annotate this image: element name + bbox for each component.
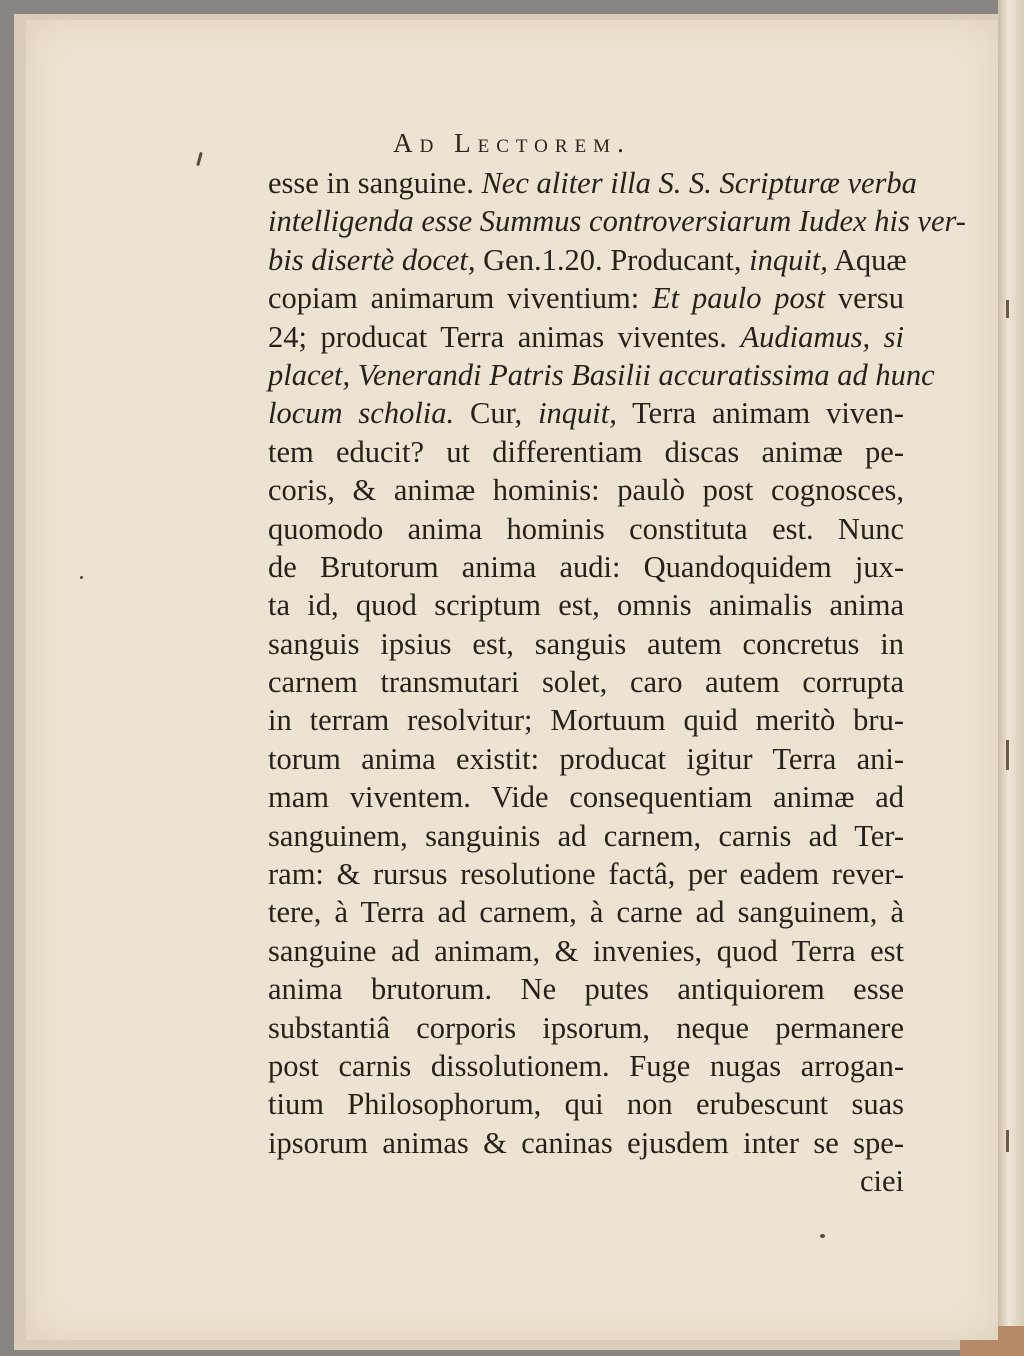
text-line xyxy=(268,701,904,739)
italic-run: Et paulo post xyxy=(652,281,826,316)
text-line xyxy=(268,625,904,663)
roman-run: tium Philosophorum, qui non erubescunt suas xyxy=(268,1087,904,1122)
text-line xyxy=(268,663,904,701)
italic-run: bis disertè docet, xyxy=(268,242,476,277)
text-line xyxy=(268,740,904,778)
text-line xyxy=(268,202,966,240)
italic-run: inquit, xyxy=(538,396,617,431)
roman-run: de Brutorum anima audi: Quandoquidem jux- xyxy=(268,549,904,584)
roman-run: sanguis ipsius est, sanguis autem concretus in xyxy=(268,626,904,661)
text-line xyxy=(268,164,917,202)
roman-run: sanguinem, sanguinis ad carnem, carnis ad Ter- xyxy=(268,818,904,853)
body-text xyxy=(268,164,966,1201)
roman-run: substantiâ corporis ipsorum, neque permanere xyxy=(268,1010,904,1045)
book-page xyxy=(26,20,998,1340)
text-line xyxy=(268,817,904,855)
roman-run: copiam animarum viventium: xyxy=(268,281,653,316)
roman-run: mam viventem. Vide consequentiam animæ ad xyxy=(268,780,904,815)
roman-run: in terram resolvitur; Mortuum quid meritò bru- xyxy=(268,703,904,738)
text-line xyxy=(268,778,904,816)
text-line xyxy=(268,1009,904,1047)
text-line xyxy=(268,356,935,394)
roman-run: Terra animam viven- xyxy=(616,396,904,431)
roman-run: anima brutorum. Ne putes antiquiorem esse xyxy=(268,972,904,1007)
text-line xyxy=(268,970,904,1008)
text-line xyxy=(268,394,904,432)
text-line xyxy=(268,279,904,317)
roman-run: Cur, xyxy=(454,396,539,431)
text-line xyxy=(268,586,904,624)
roman-run: Gen.1.20. Producant, xyxy=(475,242,750,277)
roman-run: 24; producat Terra animas viventes. xyxy=(268,319,741,354)
text-line xyxy=(268,318,904,356)
text-line xyxy=(268,241,907,279)
roman-run: ram: & rursus resolutione factâ, per eadem rever- xyxy=(268,857,904,892)
roman-run: esse in sanguine. xyxy=(268,166,482,200)
catchword: ciei xyxy=(859,1164,904,1199)
next-page-edge xyxy=(998,0,1024,1356)
ink-speck xyxy=(820,1234,825,1238)
text-line xyxy=(268,510,904,548)
italic-run: locum scholia. xyxy=(268,396,455,431)
roman-run: tere, à Terra ad carnem, à carne ad sanguinem, à xyxy=(268,895,904,930)
italic-run: placet, Venerandi Patris Basilii accuratissima ad hunc xyxy=(268,357,935,392)
text-line xyxy=(268,548,904,586)
roman-run: coris, & animæ hominis: paulò post cognosces, xyxy=(268,473,904,508)
roman-run: torum anima existit: producat igitur Terra ani- xyxy=(268,741,904,776)
ink-speck xyxy=(80,576,83,579)
roman-run: Aquæ xyxy=(827,242,907,277)
roman-run: ta id, quod scriptum est, omnis animalis anima xyxy=(268,588,904,623)
text-line xyxy=(268,893,904,931)
text-line xyxy=(268,1085,904,1123)
roman-run: quomodo anima hominis constituta est. Nunc xyxy=(268,511,904,546)
roman-run: post carnis dissolutionem. Fuge nugas arrogan- xyxy=(268,1048,904,1083)
roman-run: ipsorum animas & caninas ejusdem inter se spe- xyxy=(268,1125,904,1160)
roman-run: carnem transmutari solet, caro autem corrupta xyxy=(268,665,904,700)
text-line xyxy=(268,1047,904,1085)
text-line xyxy=(268,433,904,471)
roman-run: sanguine ad animam, & invenies, quod Terra est xyxy=(268,933,904,968)
italic-run: intelligenda esse Summus controversiarum Iudex his ver- xyxy=(268,204,966,239)
italic-run: Audiamus, si xyxy=(740,319,904,354)
roman-run: versu xyxy=(825,281,904,316)
roman-run: tem educit? ut differentiam discas animæ pe- xyxy=(268,434,904,469)
italic-run: Nec aliter illa S. S. Scripturæ verba xyxy=(481,166,917,200)
text-line xyxy=(268,855,904,893)
text-line xyxy=(268,932,904,970)
running-head: Ad Lectorem. xyxy=(393,128,631,158)
italic-run: inquit, xyxy=(749,242,828,277)
text-line xyxy=(268,471,904,509)
text-line xyxy=(268,1124,904,1162)
